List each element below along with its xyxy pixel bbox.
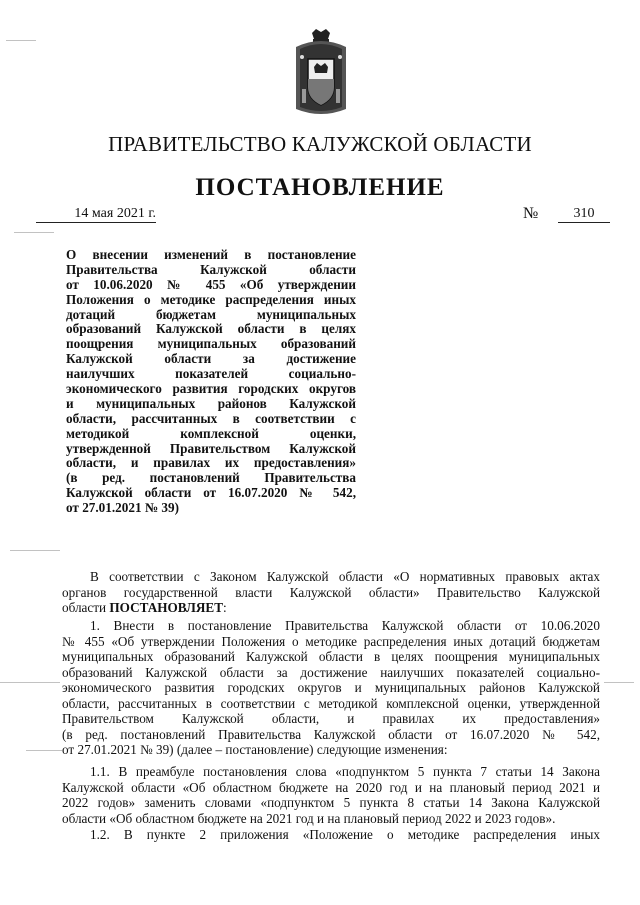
document-number: 310: [558, 206, 610, 223]
subject-line: области, рассчитанных в соответствии с: [66, 410, 356, 426]
paragraph-line: [62, 600, 600, 616]
subject-line: экономического развития городских округов: [66, 381, 356, 397]
subject-line: Калужской области за достижение: [66, 351, 356, 367]
subject-line: дотаций бюджетам муниципальных: [66, 306, 356, 322]
scan-noise: [10, 550, 60, 551]
paragraph-line: 1.1. В преамбуле постановления слова «подпунктом 5 пункта 7 статьи 14 Закона: [90, 764, 600, 779]
item-1-paragraph: [62, 618, 600, 758]
subject-line: (в ред. постановлений Правительства: [66, 470, 356, 486]
paragraph-line: (в ред. постановлений Правительства Калужской области от 16.07.2020 № 542,: [62, 726, 600, 742]
subject-line: поощрения муниципальных образований: [66, 336, 356, 352]
resolves-keyword: ПОСТАНОВЛЯЕТ: [109, 600, 224, 615]
subject-line: методикой комплексной оценки,: [66, 425, 356, 441]
subject-line: от 10.06.2020 № 455 «Об утверждении: [66, 276, 356, 292]
paragraph-line: № 455 «Об утверждении Положения о методике распределения иных дотаций бюджетам: [62, 633, 600, 649]
subject-line: Калужской области от 16.07.2020 № 542,: [66, 485, 356, 501]
paragraph-line: органов государственной власти Калужской области» Правительство Калужской: [62, 584, 600, 600]
paragraph-line: 2022 годов» заменить словами «подпунктом 5 пункта 8 статьи 14 Закона Калужской: [62, 795, 600, 810]
number-label: №: [523, 205, 539, 222]
scan-noise: [26, 750, 62, 751]
paragraph-line: образований Калужской области за достижение наилучших показателей социально-: [62, 664, 600, 680]
scan-noise: [0, 682, 60, 683]
subject-line: Правительства Калужской области: [66, 261, 356, 277]
paragraph-line: области «Об областном бюджете на 2021 год и на плановый период 2022 и 2023 годов».: [62, 810, 556, 826]
subject-line: и муниципальных районов Калужской: [66, 395, 356, 411]
subject-line: утвержденной Правительством Калужской: [66, 440, 356, 456]
paragraph-line: 1.2. В пункте 2 приложения «Положение о методике распределения иных: [90, 827, 600, 842]
scan-noise: [6, 40, 36, 41]
coat-of-arms-icon: [290, 27, 352, 119]
paragraph-line: от 27.01.2021 № 39) (далее – постановление) следующие изменения:: [62, 742, 448, 757]
preamble-colon: :: [223, 600, 227, 615]
subject-line: области, и правилах их предоставления»: [66, 455, 356, 471]
paragraph-line: области, рассчитанных в соответствии с методикой комплексной оценки, утвержденной: [62, 695, 600, 711]
paragraph-line: экономического развития городских округов и муниципальных районов Калужской: [62, 680, 600, 695]
subject-line: образований Калужской области в целях: [66, 321, 356, 337]
item-1-1-paragraph: [62, 764, 600, 826]
preamble-text: области: [62, 600, 110, 615]
organization-title: ПРАВИТЕЛЬСТВО КАЛУЖСКОЙ ОБЛАСТИ: [108, 132, 532, 156]
document-date: 14 мая 2021 г.: [36, 206, 156, 223]
subject-line: от 27.01.2021 № 39): [66, 500, 179, 516]
preamble-paragraph: [62, 569, 600, 616]
subject-line: О внесении изменений в постановление: [66, 247, 356, 262]
item-1-2-paragraph: [62, 827, 600, 843]
scan-noise: [604, 682, 634, 683]
paragraph-line: Калужской области «Об областном бюджете на 2020 год и на плановый период 2021 и: [62, 779, 600, 795]
paragraph-line: Правительством Калужской области, и правилах их предоставления»: [62, 711, 600, 726]
subject-line: Положения о методике распределения иных: [66, 291, 356, 307]
document-type-title: ПОСТАНОВЛЕНИЕ: [195, 174, 445, 201]
paragraph-line: 1. Внести в постановление Правительства Калужской области от 10.06.2020: [90, 618, 600, 633]
paragraph-line: В соответствии с Законом Калужской области «О нормативных правовых актах: [90, 569, 600, 584]
scan-noise: [14, 232, 54, 233]
paragraph-line: муниципальных образований Калужской области в целях поощрения муниципальных: [62, 649, 600, 664]
subject-line: наилучших показателей социально-: [66, 366, 356, 382]
document-subject: [66, 248, 356, 516]
